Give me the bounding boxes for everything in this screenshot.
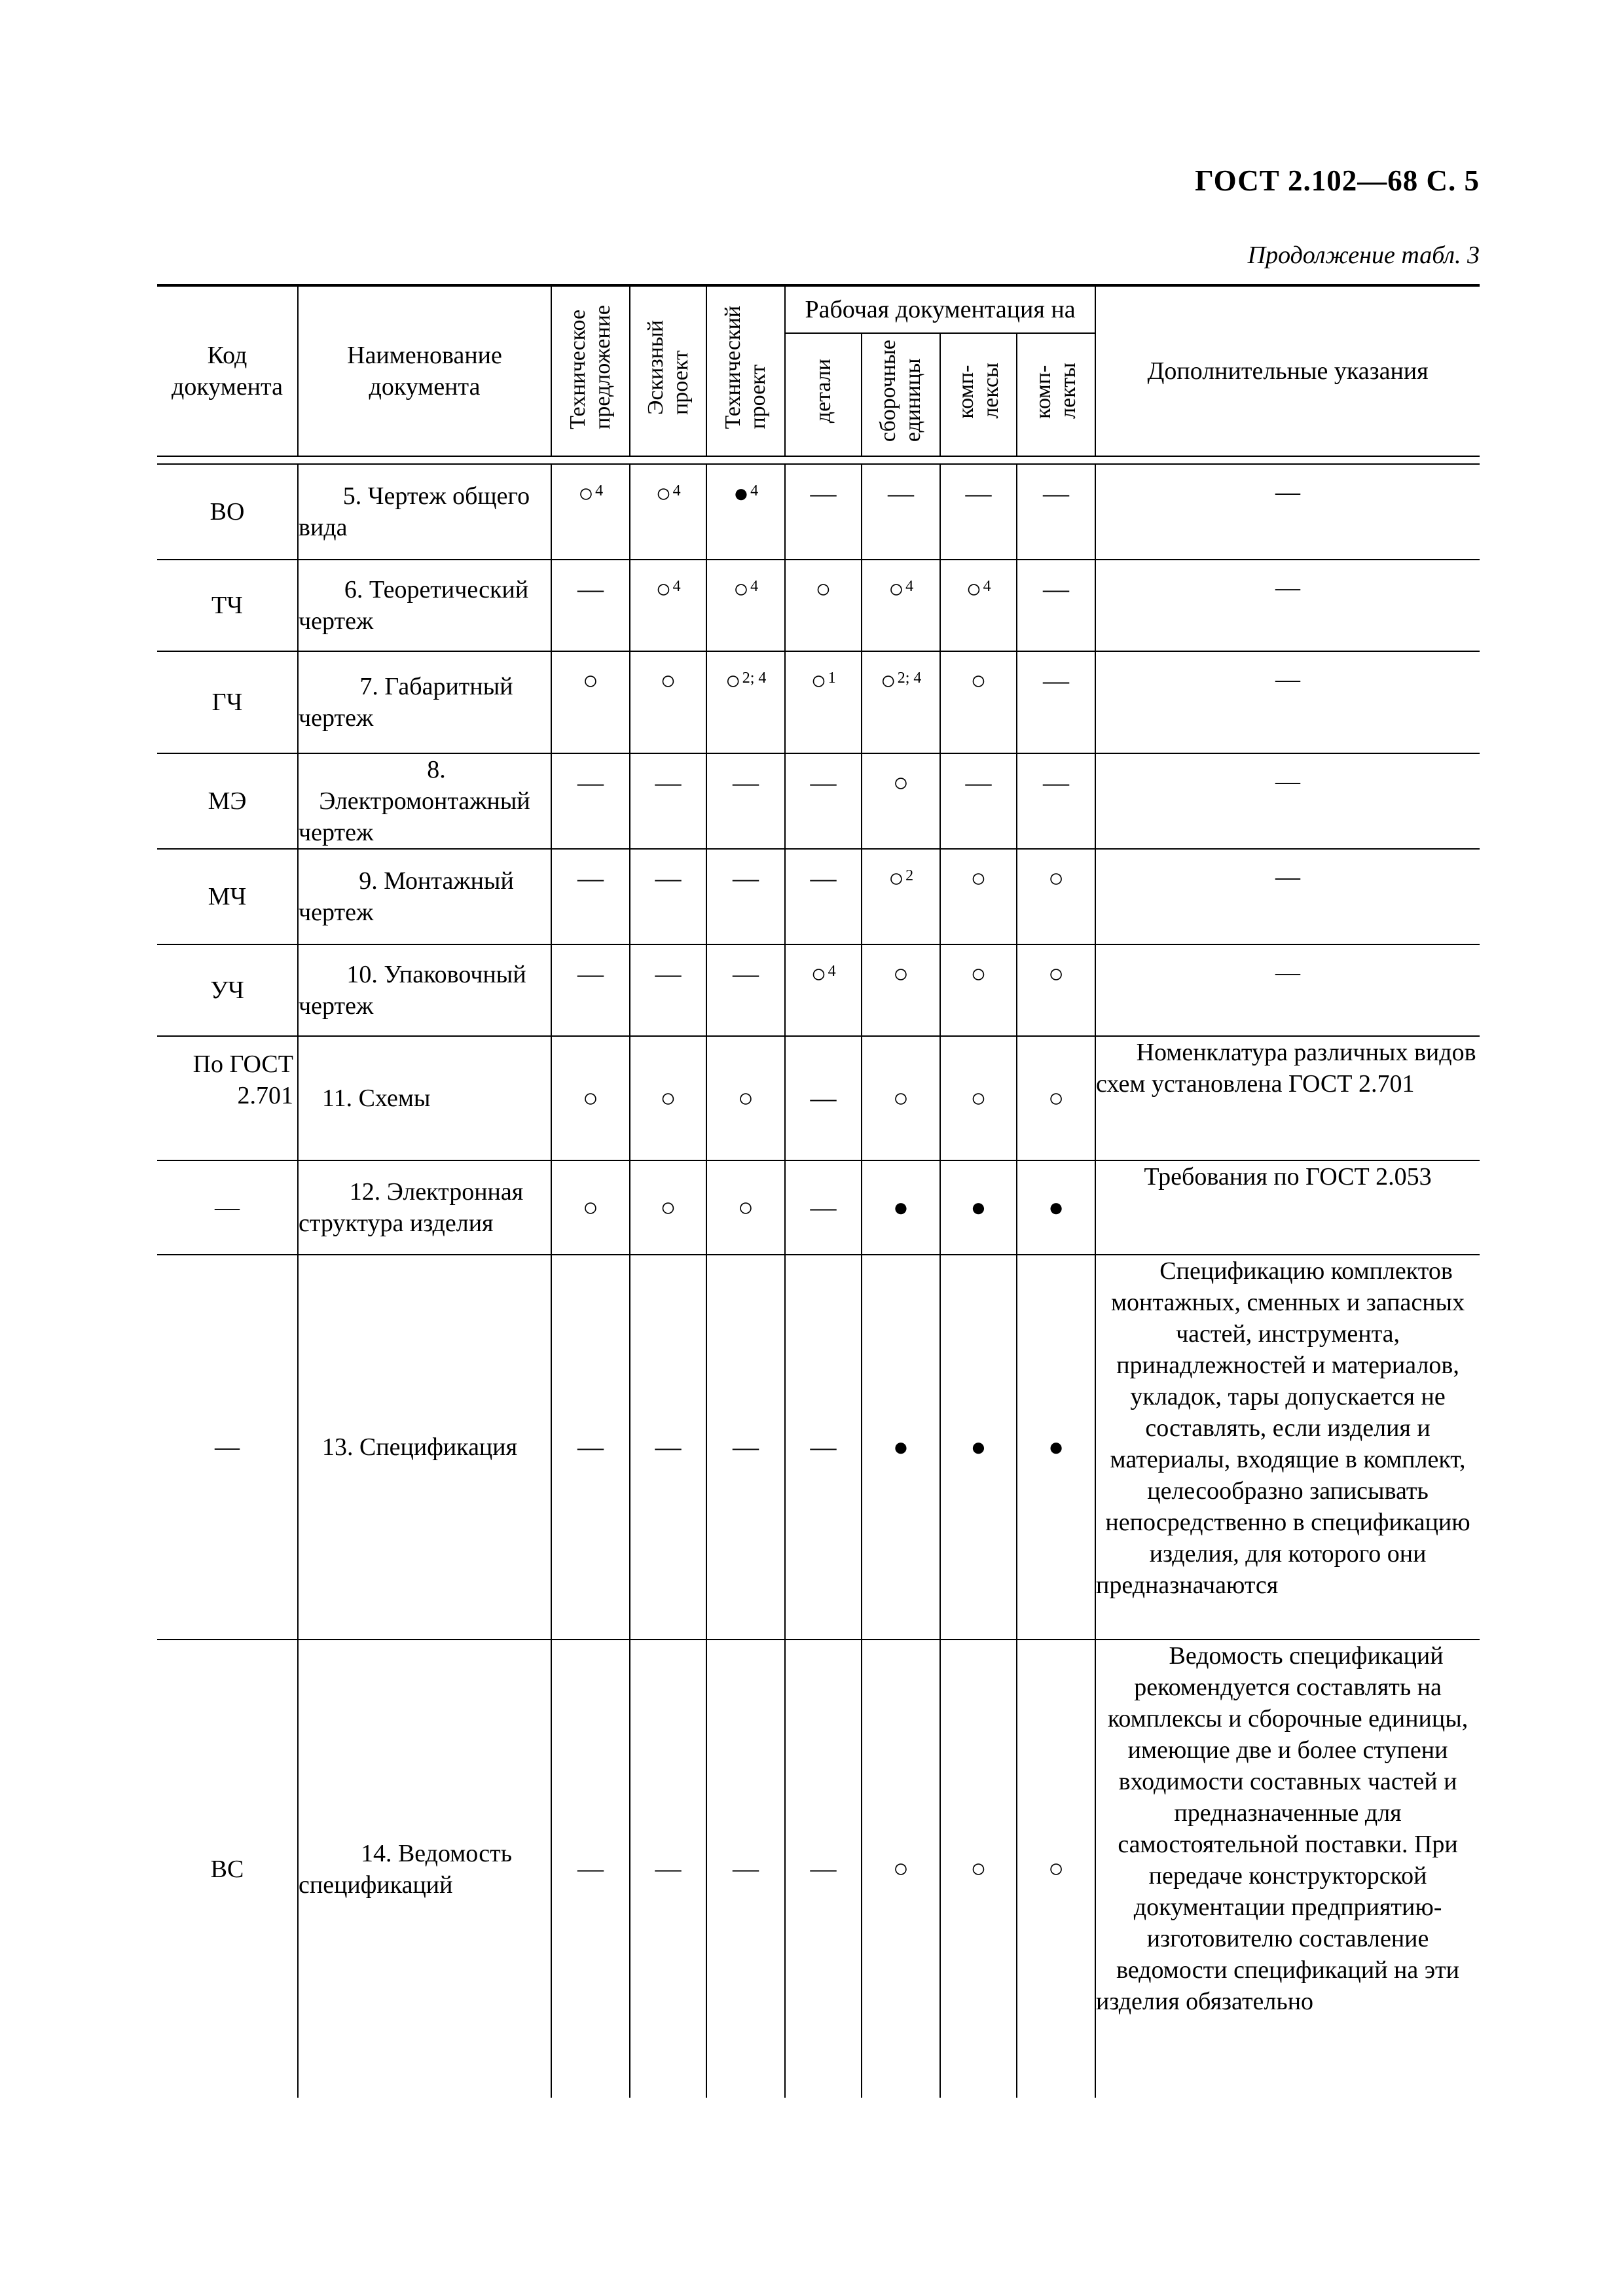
- applicability-cell: [706, 1640, 785, 2098]
- dash-mark: —: [577, 768, 604, 797]
- open-circle-icon: ○: [1048, 1854, 1065, 1883]
- header-assembly-units: сборочные единицы: [862, 333, 940, 456]
- open-circle-icon: ○: [811, 666, 827, 695]
- row-document-name: 12. Электронная структура изделия: [298, 1160, 551, 1255]
- dash-mark: —: [655, 959, 682, 988]
- row-code: УЧ: [157, 944, 298, 1036]
- filled-circle-icon: ●: [892, 1192, 909, 1222]
- applicability-cell: [1017, 1036, 1095, 1160]
- dash-mark: —: [577, 574, 604, 603]
- applicability-cell: [1017, 464, 1095, 560]
- applicability-cell: [630, 1640, 706, 2098]
- applicability-cell: [785, 944, 862, 1036]
- applicability-cell: [551, 1255, 630, 1640]
- filled-circle-icon: ●: [970, 1192, 987, 1222]
- applicability-cell: [785, 1640, 862, 2098]
- applicability-cell: [551, 1160, 630, 1255]
- dash-mark: —: [1043, 574, 1070, 603]
- applicability-cell: [1017, 560, 1095, 651]
- applicability-cell: [630, 1160, 706, 1255]
- row-additional-notes: —: [1095, 464, 1480, 560]
- dash-mark: —: [577, 863, 604, 893]
- applicability-cell: [551, 651, 630, 753]
- applicability-cell: [706, 651, 785, 753]
- table-continuation-label: Продолжение табл. 3: [1247, 242, 1480, 269]
- applicability-cell: [630, 1255, 706, 1640]
- applicability-cell: [630, 753, 706, 849]
- applicability-cell: [1017, 944, 1095, 1036]
- row-document-name: 8. Электромонтажный чертеж: [298, 753, 551, 849]
- table-row: [157, 753, 1480, 849]
- open-circle-icon: ○: [888, 863, 905, 893]
- applicability-cell: [706, 1160, 785, 1255]
- row-additional-notes: Требования по ГОСТ 2.053: [1095, 1160, 1480, 1255]
- row-code: По ГОСТ 2.701: [157, 1036, 298, 1160]
- applicability-cell: [862, 849, 940, 944]
- header-working-docs: Рабочая документация на: [785, 285, 1095, 333]
- applicability-cell: [630, 464, 706, 560]
- applicability-cell: [785, 849, 862, 944]
- open-circle-icon: ○: [966, 574, 982, 603]
- applicability-cell: [1017, 1160, 1095, 1255]
- applicability-cell: [940, 464, 1017, 560]
- applicability-cell: [630, 944, 706, 1036]
- open-circle-icon: ○: [1048, 1083, 1065, 1113]
- dash-mark: —: [733, 863, 759, 893]
- header-complexes: комп- лексы: [940, 333, 1017, 456]
- row-additional-notes: —: [1095, 753, 1480, 849]
- table-row: [157, 464, 1480, 560]
- applicability-cell: [1017, 1255, 1095, 1640]
- applicability-cell: [706, 1255, 785, 1640]
- dash-mark: —: [810, 863, 837, 893]
- open-circle-icon: ○: [577, 478, 594, 508]
- header-tech-project: Технический проект: [706, 285, 785, 456]
- filled-circle-icon: ●: [892, 1431, 909, 1462]
- applicability-cell: [1017, 753, 1095, 849]
- applicability-cell: [1017, 1640, 1095, 2098]
- row-additional-notes: —: [1095, 560, 1480, 651]
- footnote-ref: 2: [905, 867, 914, 884]
- open-circle-icon: ○: [660, 1083, 676, 1113]
- header-kits: комп- лекты: [1017, 333, 1095, 456]
- footnote-ref: 4: [595, 482, 604, 499]
- filled-circle-icon: ●: [733, 478, 750, 508]
- table-row: [157, 944, 1480, 1036]
- dash-mark: —: [733, 959, 759, 988]
- open-circle-icon: ○: [737, 1083, 754, 1113]
- applicability-cell: [940, 753, 1017, 849]
- footnote-ref: 4: [672, 578, 681, 595]
- dash-mark: —: [733, 1431, 759, 1462]
- header-code: Код документа: [157, 285, 298, 456]
- dash-mark: —: [965, 478, 992, 508]
- applicability-cell: [940, 1160, 1017, 1255]
- applicability-cell: [940, 560, 1017, 651]
- applicability-cell: [706, 464, 785, 560]
- header-name: Наименование документа: [298, 285, 551, 456]
- applicability-cell: [551, 1036, 630, 1160]
- applicability-cell: [551, 464, 630, 560]
- footnote-ref: 4: [983, 578, 991, 595]
- open-circle-icon: ○: [892, 1854, 909, 1883]
- open-circle-icon: ○: [655, 478, 672, 508]
- open-circle-icon: ○: [970, 1854, 987, 1883]
- row-additional-notes: Ведомость спецификаций рекомендуется составлять на комплексы и сборочные единицы, имеющие две и более ступени входимости составных частей и предназначенные для самостоятельной поставки. При передаче конструкторской документации предприятию-изготовителю составление ведомости спецификаций на эти изделия обязательно: [1095, 1640, 1480, 2098]
- applicability-cell: [862, 1255, 940, 1640]
- row-document-name: 5. Чертеж общего вида: [298, 464, 551, 560]
- row-code: —: [157, 1255, 298, 1640]
- footnote-ref: 4: [828, 963, 836, 980]
- applicability-cell: [706, 753, 785, 849]
- applicability-cell: [630, 651, 706, 753]
- open-circle-icon: ○: [660, 1192, 676, 1222]
- applicability-cell: [940, 651, 1017, 753]
- dash-mark: —: [810, 1083, 837, 1113]
- applicability-cell: [630, 1036, 706, 1160]
- header-sketch-project: Эскизный проект: [630, 285, 706, 456]
- filled-circle-icon: ●: [1048, 1192, 1065, 1222]
- header-details: детали: [785, 333, 862, 456]
- applicability-cell: [706, 944, 785, 1036]
- applicability-cell: [785, 1160, 862, 1255]
- row-additional-notes: Спецификацию комплектов монтажных, сменных и запасных частей, инструмента, принадлежностей и материалов, укладок, тары допускается не составлять, если изделия и материалы, входящие в комплект, целесообразно записывать непосредственно в спецификацию изделия, для которого они предназначаются: [1095, 1255, 1480, 1640]
- open-circle-icon: ○: [1048, 959, 1065, 988]
- applicability-cell: [706, 849, 785, 944]
- dash-mark: —: [888, 478, 914, 508]
- open-circle-icon: ○: [888, 574, 905, 603]
- dash-mark: —: [1043, 478, 1070, 508]
- applicability-cell: [862, 651, 940, 753]
- applicability-cell: [940, 849, 1017, 944]
- open-circle-icon: ○: [811, 959, 827, 988]
- applicability-cell: [862, 753, 940, 849]
- applicability-cell: [706, 1036, 785, 1160]
- row-document-name: 11. Схемы: [298, 1036, 551, 1160]
- open-circle-icon: ○: [970, 666, 987, 695]
- open-circle-icon: ○: [892, 768, 909, 797]
- row-code: ВО: [157, 464, 298, 560]
- applicability-cell: [551, 1640, 630, 2098]
- footnote-ref: 4: [750, 482, 759, 499]
- applicability-cell: [785, 464, 862, 560]
- dash-mark: —: [1043, 666, 1070, 695]
- open-circle-icon: ○: [582, 1083, 599, 1113]
- document-table: [157, 284, 1480, 2098]
- row-code: МЧ: [157, 849, 298, 944]
- applicability-cell: [940, 1640, 1017, 2098]
- row-code: —: [157, 1160, 298, 1255]
- footnote-ref: 4: [750, 578, 759, 595]
- open-circle-icon: ○: [880, 666, 896, 695]
- applicability-cell: [706, 560, 785, 651]
- row-document-name: 13. Спецификация: [298, 1255, 551, 1640]
- footnote-ref: 4: [905, 578, 914, 595]
- applicability-cell: [551, 560, 630, 651]
- applicability-cell: [551, 753, 630, 849]
- footnote-ref: 4: [672, 482, 681, 499]
- dash-mark: —: [810, 768, 837, 797]
- applicability-cell: [785, 753, 862, 849]
- dash-mark: —: [810, 1431, 837, 1462]
- dash-mark: —: [733, 768, 759, 797]
- open-circle-icon: ○: [725, 666, 741, 695]
- table-row: [157, 1640, 1480, 2098]
- row-code: ВС: [157, 1640, 298, 2098]
- filled-circle-icon: ●: [1048, 1431, 1065, 1462]
- dash-mark: —: [577, 1854, 604, 1883]
- dash-mark: —: [810, 1854, 837, 1883]
- footnote-ref: 2; 4: [742, 670, 767, 687]
- applicability-cell: [1017, 849, 1095, 944]
- row-document-name: 6. Теоретический чертеж: [298, 560, 551, 651]
- dash-mark: —: [655, 768, 682, 797]
- footnote-ref: 2; 4: [897, 670, 922, 687]
- dash-mark: —: [1043, 768, 1070, 797]
- table-row: [157, 1255, 1480, 1640]
- table-row: [157, 1036, 1480, 1160]
- row-document-name: 9. Монтажный чертеж: [298, 849, 551, 944]
- open-circle-icon: ○: [737, 1192, 754, 1222]
- open-circle-icon: ○: [815, 574, 831, 603]
- applicability-cell: [785, 1255, 862, 1640]
- page-header-doc-ref: ГОСТ 2.102—68 С. 5: [1195, 164, 1480, 197]
- dash-mark: —: [655, 1854, 682, 1883]
- open-circle-icon: ○: [582, 666, 599, 695]
- open-circle-icon: ○: [733, 574, 750, 603]
- open-circle-icon: ○: [892, 959, 909, 988]
- applicability-cell: [862, 1036, 940, 1160]
- applicability-cell: [1017, 651, 1095, 753]
- row-additional-notes: —: [1095, 849, 1480, 944]
- applicability-cell: [940, 1036, 1017, 1160]
- table-body: [157, 464, 1480, 2098]
- applicability-cell: [785, 1036, 862, 1160]
- row-additional-notes: —: [1095, 944, 1480, 1036]
- row-document-name: 7. Габаритный чертеж: [298, 651, 551, 753]
- applicability-cell: [551, 849, 630, 944]
- dash-mark: —: [810, 1192, 837, 1222]
- table-row: [157, 1160, 1480, 1255]
- open-circle-icon: ○: [655, 574, 672, 603]
- applicability-cell: [940, 1255, 1017, 1640]
- dash-mark: —: [577, 959, 604, 988]
- dash-mark: —: [810, 478, 837, 508]
- dash-mark: —: [655, 863, 682, 893]
- open-circle-icon: ○: [970, 959, 987, 988]
- row-code: ГЧ: [157, 651, 298, 753]
- header-tech-proposal: Техническое предложение: [551, 285, 630, 456]
- header-notes: Дополнительные указания: [1095, 285, 1480, 456]
- row-code: ТЧ: [157, 560, 298, 651]
- row-additional-notes: —: [1095, 651, 1480, 753]
- row-additional-notes: Номенклатура различных видов схем установлена ГОСТ 2.701: [1095, 1036, 1480, 1160]
- open-circle-icon: ○: [660, 666, 676, 695]
- row-document-name: 10. Упаковочный чертеж: [298, 944, 551, 1036]
- open-circle-icon: ○: [1048, 863, 1065, 893]
- applicability-cell: [862, 1160, 940, 1255]
- table-row: [157, 560, 1480, 651]
- row-document-name: 14. Ведомость спецификаций: [298, 1640, 551, 2098]
- applicability-cell: [551, 944, 630, 1036]
- applicability-cell: [630, 560, 706, 651]
- table-row: [157, 849, 1480, 944]
- applicability-cell: [862, 1640, 940, 2098]
- table-row: [157, 651, 1480, 753]
- open-circle-icon: ○: [970, 863, 987, 893]
- open-circle-icon: ○: [582, 1192, 599, 1222]
- open-circle-icon: ○: [970, 1083, 987, 1113]
- row-code: МЭ: [157, 753, 298, 849]
- dash-mark: —: [655, 1431, 682, 1462]
- applicability-cell: [862, 560, 940, 651]
- filled-circle-icon: ●: [970, 1431, 987, 1462]
- dash-mark: —: [577, 1431, 604, 1462]
- dash-mark: —: [733, 1854, 759, 1883]
- footnote-ref: 1: [828, 670, 836, 687]
- applicability-cell: [862, 464, 940, 560]
- applicability-cell: [862, 944, 940, 1036]
- applicability-cell: [630, 849, 706, 944]
- applicability-cell: [940, 944, 1017, 1036]
- applicability-cell: [785, 651, 862, 753]
- applicability-cell: [785, 560, 862, 651]
- dash-mark: —: [965, 768, 992, 797]
- open-circle-icon: ○: [892, 1083, 909, 1113]
